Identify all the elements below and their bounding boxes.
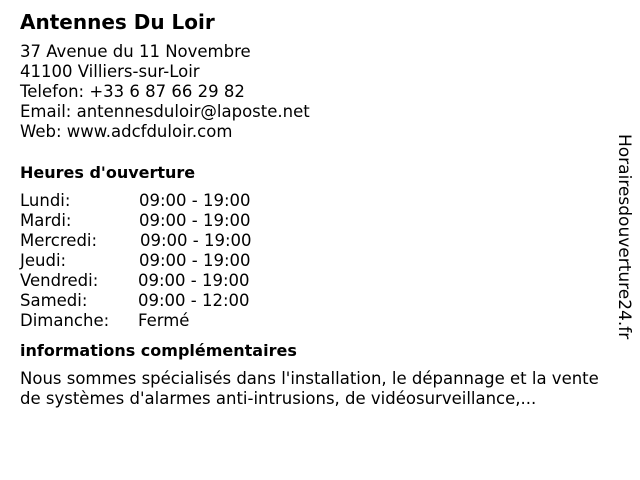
day-label: Vendredi: [20,271,99,290]
phone-line: Telefon: +33 6 87 66 29 82 [20,82,245,101]
address-city: 41100 Villiers-sur-Loir [20,62,200,81]
hours-row-friday [20,271,610,291]
web-line: Web: www.adcfduloir.com [20,122,233,141]
info-description: Nous sommes spécialisés dans l'installation, le dépannage et la vente de systèmes d'alarmes anti-intrusions, de vidéosurveillance,... [20,369,599,408]
hours-row-sunday [20,311,610,331]
day-label: Samedi: [20,291,88,310]
site-watermark: Horairesdouverture24.fr [614,134,634,340]
time-value: 09:00 - 19:00 [140,231,252,250]
business-name: Antennes Du Loir [20,10,215,34]
hours-row-thursday [20,251,610,271]
day-label: Mardi: [20,211,72,230]
hours-row-wednesday [20,231,610,251]
address-street: 37 Avenue du 11 Novembre [20,42,251,61]
time-value: 09:00 - 12:00 [138,291,250,310]
hours-row-monday [20,191,610,211]
time-value: Fermé [138,311,190,330]
day-label: Dimanche: [20,311,110,330]
business-card [20,10,610,409]
email-line: Email: antennesduloir@laposte.net [20,102,310,121]
day-label: Mercredi: [20,231,98,250]
day-label: Lundi: [20,191,71,210]
hours-row-saturday [20,291,610,311]
time-value: 09:00 - 19:00 [139,211,251,230]
info-heading: informations complémentaires [20,341,297,360]
day-label: Jeudi: [20,251,67,270]
hours-list [20,191,610,331]
time-value: 09:00 - 19:00 [139,251,251,270]
time-value: 09:00 - 19:00 [138,271,250,290]
hours-row-tuesday [20,211,610,231]
time-value: 09:00 - 19:00 [139,191,251,210]
hours-heading: Heures d'ouverture [20,163,196,182]
